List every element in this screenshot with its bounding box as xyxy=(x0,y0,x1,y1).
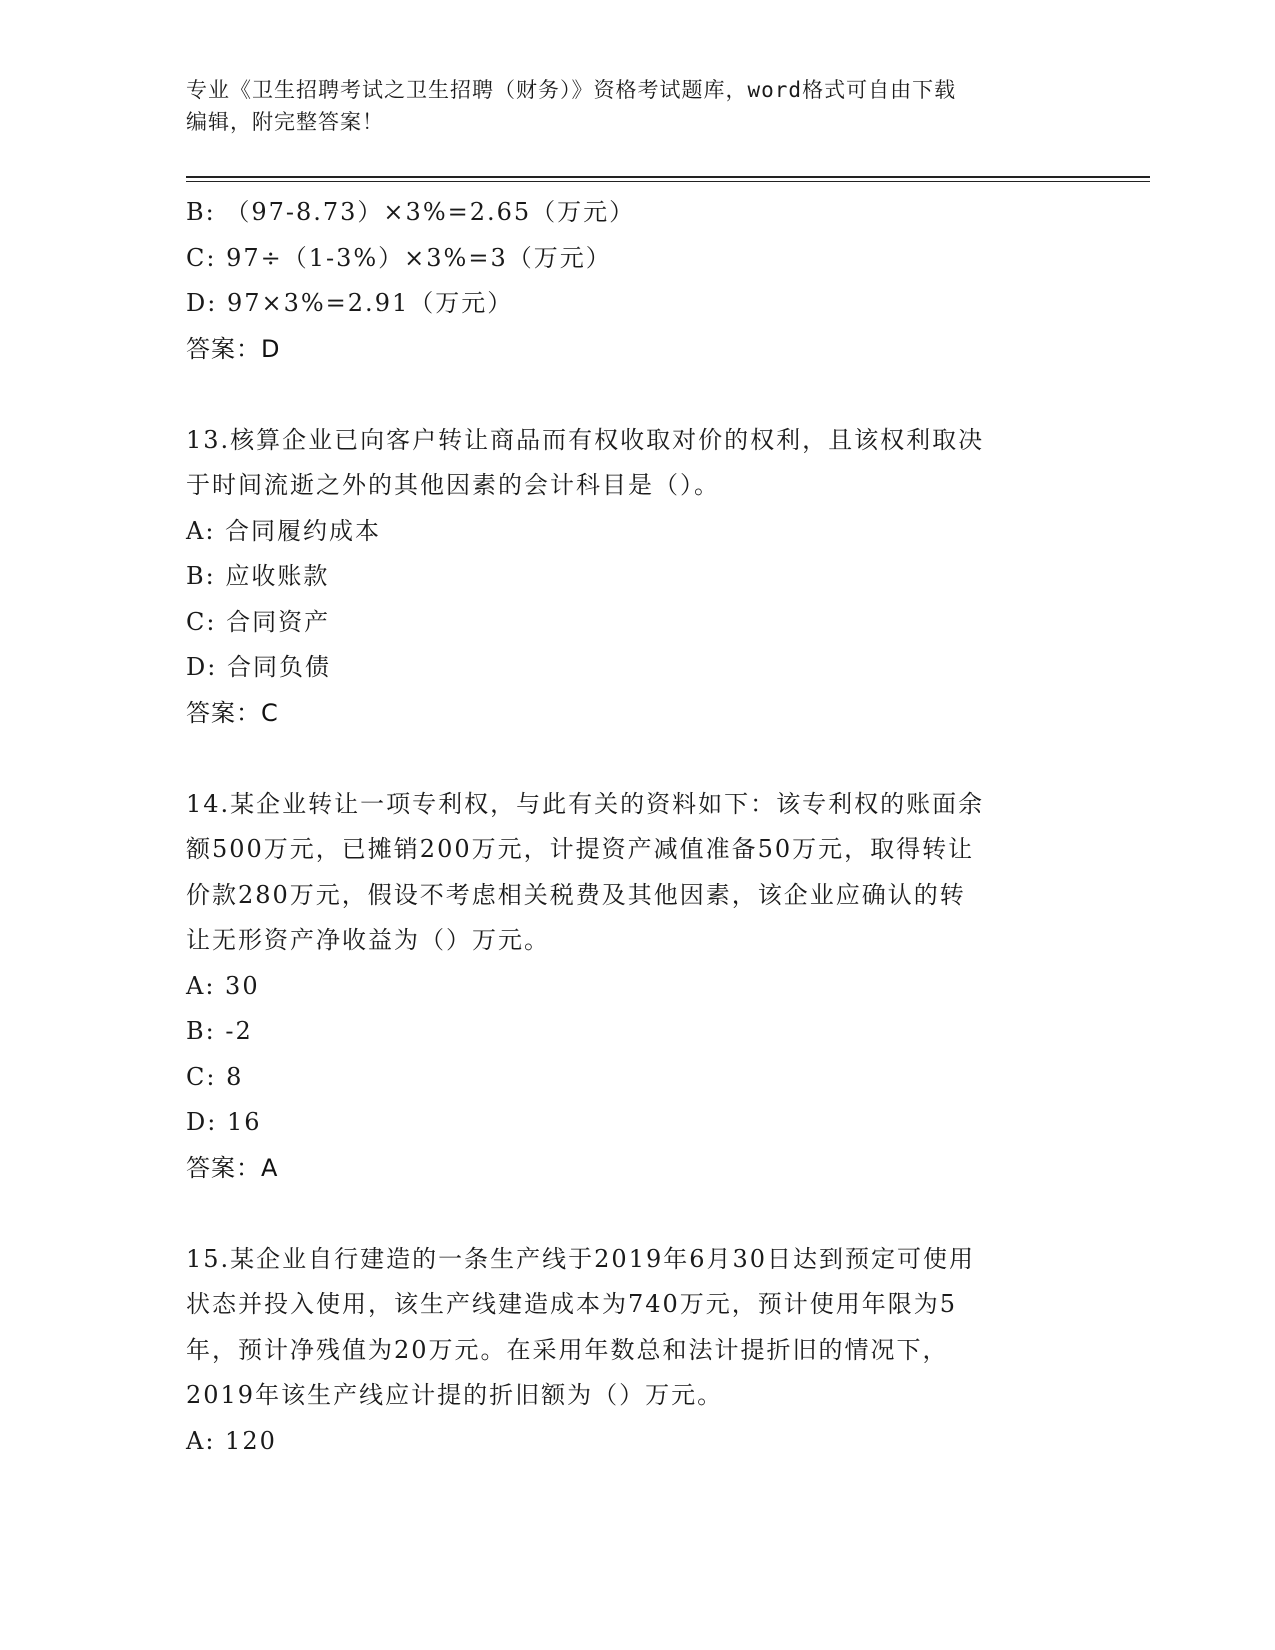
spacer xyxy=(186,1191,1086,1237)
header-divider-thick xyxy=(186,176,1150,178)
question-12-continued xyxy=(186,190,1086,372)
question-text-line: 年，预计净残值为20万元。在采用年数总和法计提折旧的情况下， xyxy=(186,1335,949,1364)
question-text-line: 让无形资产净收益为（）万元。 xyxy=(186,926,550,954)
option-c: C: 合同资产 xyxy=(186,607,331,636)
option-b: B: -2 xyxy=(186,1017,253,1045)
question-text-line: 额500万元，已摊销200万元，计提资产减值准备50万元，取得转让 xyxy=(186,835,975,863)
header-line-1: 专业《卫生招聘考试之卫生招聘（财务）》资格考试题库，word格式可自由下载 xyxy=(186,78,957,102)
question-13 xyxy=(186,418,1086,737)
question-text-line: 15.某企业自行建造的一条生产线于2019年6月30日达到预定可使用 xyxy=(186,1244,976,1273)
option-a: A: 合同履约成本 xyxy=(186,516,382,545)
spacer xyxy=(186,372,1086,418)
option-d: D: 合同负债 xyxy=(186,653,331,681)
question-text-line: 于时间流逝之外的其他因素的会计科目是（）。 xyxy=(186,471,720,499)
question-14 xyxy=(186,782,1086,1192)
option-d: D: 97×3%=2.91（万元） xyxy=(186,289,514,317)
question-15 xyxy=(186,1237,1086,1465)
document-body xyxy=(186,190,1086,1464)
option-b: B: （97-8.73）×3%=2.65（万元） xyxy=(186,198,636,226)
option-b: B: 应收账款 xyxy=(186,562,330,590)
option-c: C: 97÷（1-3%）×3%=3（万元） xyxy=(186,243,612,272)
option-c: C: 8 xyxy=(186,1062,244,1091)
spacer xyxy=(186,736,1086,782)
document-header xyxy=(186,74,1086,138)
header-divider-thin xyxy=(186,181,1150,182)
answer-label: 答案：A xyxy=(186,1153,279,1182)
option-a: A: 120 xyxy=(186,1426,277,1455)
answer-label: 答案：D xyxy=(186,334,281,363)
option-d: D: 16 xyxy=(186,1108,262,1136)
option-a: A: 30 xyxy=(186,971,260,1000)
question-text-line: 13.核算企业已向客户转让商品而有权收取对价的权利，且该权利取决 xyxy=(186,425,985,454)
question-text-line: 价款280万元，假设不考虑相关税费及其他因素，该企业应确认的转 xyxy=(186,880,966,909)
question-text-line: 2019年该生产线应计提的折旧额为（）万元。 xyxy=(186,1381,724,1409)
header-line-2: 编辑，附完整答案！ xyxy=(186,110,384,134)
question-text-line: 状态并投入使用，该生产线建造成本为740万元，预计使用年限为5 xyxy=(186,1290,958,1318)
question-text-line: 14.某企业转让一项专利权，与此有关的资料如下：该专利权的账面余 xyxy=(186,789,985,818)
answer-label: 答案：C xyxy=(186,698,279,727)
